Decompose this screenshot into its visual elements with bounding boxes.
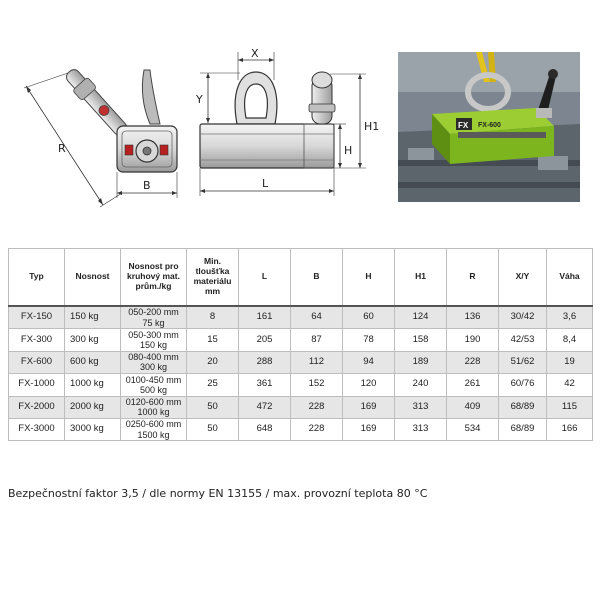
header-r: R (447, 249, 499, 307)
spec-table (8, 248, 593, 441)
table-row (9, 306, 593, 329)
cell-typ: FX-150 (9, 306, 65, 329)
cell-b: 152 (291, 374, 343, 396)
cell-xy: 30/42 (499, 306, 547, 329)
cell-b: 228 (291, 418, 343, 440)
cell-min: 20 (187, 351, 239, 373)
table-row (9, 329, 593, 351)
header-min-tloustka-line1: Min. tloušťka (195, 256, 230, 277)
cell-nosnost: 3000 kg (65, 418, 121, 440)
cell-typ: FX-2000 (9, 396, 65, 418)
cell-nosnost: 300 kg (65, 329, 121, 351)
cell-typ: FX-300 (9, 329, 65, 351)
cell-kruhovy-load: 1000 kg (137, 407, 170, 418)
cell-r: 190 (447, 329, 499, 351)
cell-h1: 240 (395, 374, 447, 396)
cell-kruhovy (121, 418, 187, 440)
cell-min: 8 (187, 306, 239, 329)
cell-kruhovy (121, 374, 187, 396)
header-nosnost-kruhovy (121, 249, 187, 307)
cell-kruhovy-range: 050-300 mm (128, 329, 179, 340)
cell-kruhovy-range: 080-400 mm (128, 352, 179, 363)
cell-min: 50 (187, 418, 239, 440)
cell-r: 136 (447, 306, 499, 329)
cell-vaha: 3,6 (547, 306, 593, 329)
table-row (9, 351, 593, 373)
header-nosnost-kruhovy-line3: prům./kg (135, 280, 172, 291)
cell-r: 228 (447, 351, 499, 373)
cell-min: 15 (187, 329, 239, 351)
side-view-drawing (195, 47, 379, 196)
cell-r: 534 (447, 418, 499, 440)
cell-vaha: 19 (547, 351, 593, 373)
cell-vaha: 8,4 (547, 329, 593, 351)
header-b: B (291, 249, 343, 307)
cell-kruhovy-range: 0120-600 mm (125, 396, 182, 407)
cell-h1: 124 (395, 306, 447, 329)
cell-h1: 158 (395, 329, 447, 351)
cell-l: 205 (239, 329, 291, 351)
cell-b: 87 (291, 329, 343, 351)
cell-h: 94 (343, 351, 395, 373)
cell-typ: FX-3000 (9, 418, 65, 440)
cell-h: 60 (343, 306, 395, 329)
header-vaha: Váha (547, 249, 593, 307)
cell-l: 288 (239, 351, 291, 373)
cell-nosnost: 150 kg (65, 306, 121, 329)
cell-h: 169 (343, 396, 395, 418)
header-h: H (343, 249, 395, 307)
cell-r: 261 (447, 374, 499, 396)
header-h1: H1 (395, 249, 447, 307)
cell-r: 409 (447, 396, 499, 418)
header-min-tloustka-line2: materiálu mm (193, 276, 232, 296)
dim-label-b: B (143, 179, 151, 192)
cell-kruhovy (121, 306, 187, 329)
cell-xy: 42/53 (499, 329, 547, 351)
cell-typ: FX-600 (9, 351, 65, 373)
dim-label-h1: H1 (364, 120, 380, 133)
cell-h1: 189 (395, 351, 447, 373)
cell-vaha: 166 (547, 418, 593, 440)
cell-kruhovy-range: 0100-450 mm (125, 374, 182, 385)
dim-label-h: H (344, 144, 353, 157)
photo-brand-label: FX (458, 121, 469, 130)
cell-kruhovy-load: 75 kg (142, 317, 165, 328)
table-row (9, 418, 593, 440)
cell-kruhovy-range: 0250-600 mm (125, 419, 182, 430)
cell-kruhovy-load: 1500 kg (137, 429, 170, 440)
table-row (9, 374, 593, 396)
cell-l: 472 (239, 396, 291, 418)
dim-label-x: X (251, 47, 259, 60)
cell-l: 361 (239, 374, 291, 396)
cell-b: 64 (291, 306, 343, 329)
cell-h1: 313 (395, 396, 447, 418)
cell-h1: 313 (395, 418, 447, 440)
cell-xy: 51/62 (499, 351, 547, 373)
cell-b: 228 (291, 396, 343, 418)
cell-h: 169 (343, 418, 395, 440)
cell-xy: 68/89 (499, 396, 547, 418)
photo-device-label: FX-600 (478, 122, 501, 129)
cell-b: 112 (291, 351, 343, 373)
dim-label-r: R (58, 142, 66, 155)
table-row (9, 396, 593, 418)
cell-kruhovy-load: 300 kg (139, 362, 168, 373)
cell-l: 161 (239, 306, 291, 329)
table-header-row (9, 249, 593, 307)
header-xy: X/Y (499, 249, 547, 307)
header-l: L (239, 249, 291, 307)
header-min-tloustka (187, 249, 239, 307)
cell-kruhovy (121, 329, 187, 351)
cell-min: 50 (187, 396, 239, 418)
front-view-drawing (24, 65, 177, 207)
header-nosnost: Nosnost (65, 249, 121, 307)
cell-vaha: 42 (547, 374, 593, 396)
product-photo (398, 52, 580, 202)
dim-label-l: L (262, 177, 269, 190)
cell-kruhovy-range: 050-200 mm (128, 307, 179, 318)
cell-h: 120 (343, 374, 395, 396)
cell-kruhovy (121, 396, 187, 418)
cell-xy: 68/89 (499, 418, 547, 440)
cell-min: 25 (187, 374, 239, 396)
cell-nosnost: 2000 kg (65, 396, 121, 418)
header-nosnost-kruhovy-line2: kruhový mat. (127, 271, 180, 282)
cell-xy: 60/76 (499, 374, 547, 396)
header-nosnost-kruhovy-line1: Nosnost pro (128, 261, 179, 272)
cell-vaha: 115 (547, 396, 593, 418)
cell-h: 78 (343, 329, 395, 351)
cell-nosnost: 1000 kg (65, 374, 121, 396)
dim-label-y: Y (196, 93, 203, 106)
footer-note: Bezpečnostní faktor 3,5 / dle normy EN 13155 / max. provozní teplota 80 °C (8, 487, 428, 500)
cell-kruhovy-load: 500 kg (139, 384, 168, 395)
cell-typ: FX-1000 (9, 374, 65, 396)
cell-kruhovy (121, 351, 187, 373)
cell-kruhovy-load: 150 kg (139, 340, 168, 351)
cell-l: 648 (239, 418, 291, 440)
header-typ: Typ (9, 249, 65, 307)
cell-nosnost: 600 kg (65, 351, 121, 373)
